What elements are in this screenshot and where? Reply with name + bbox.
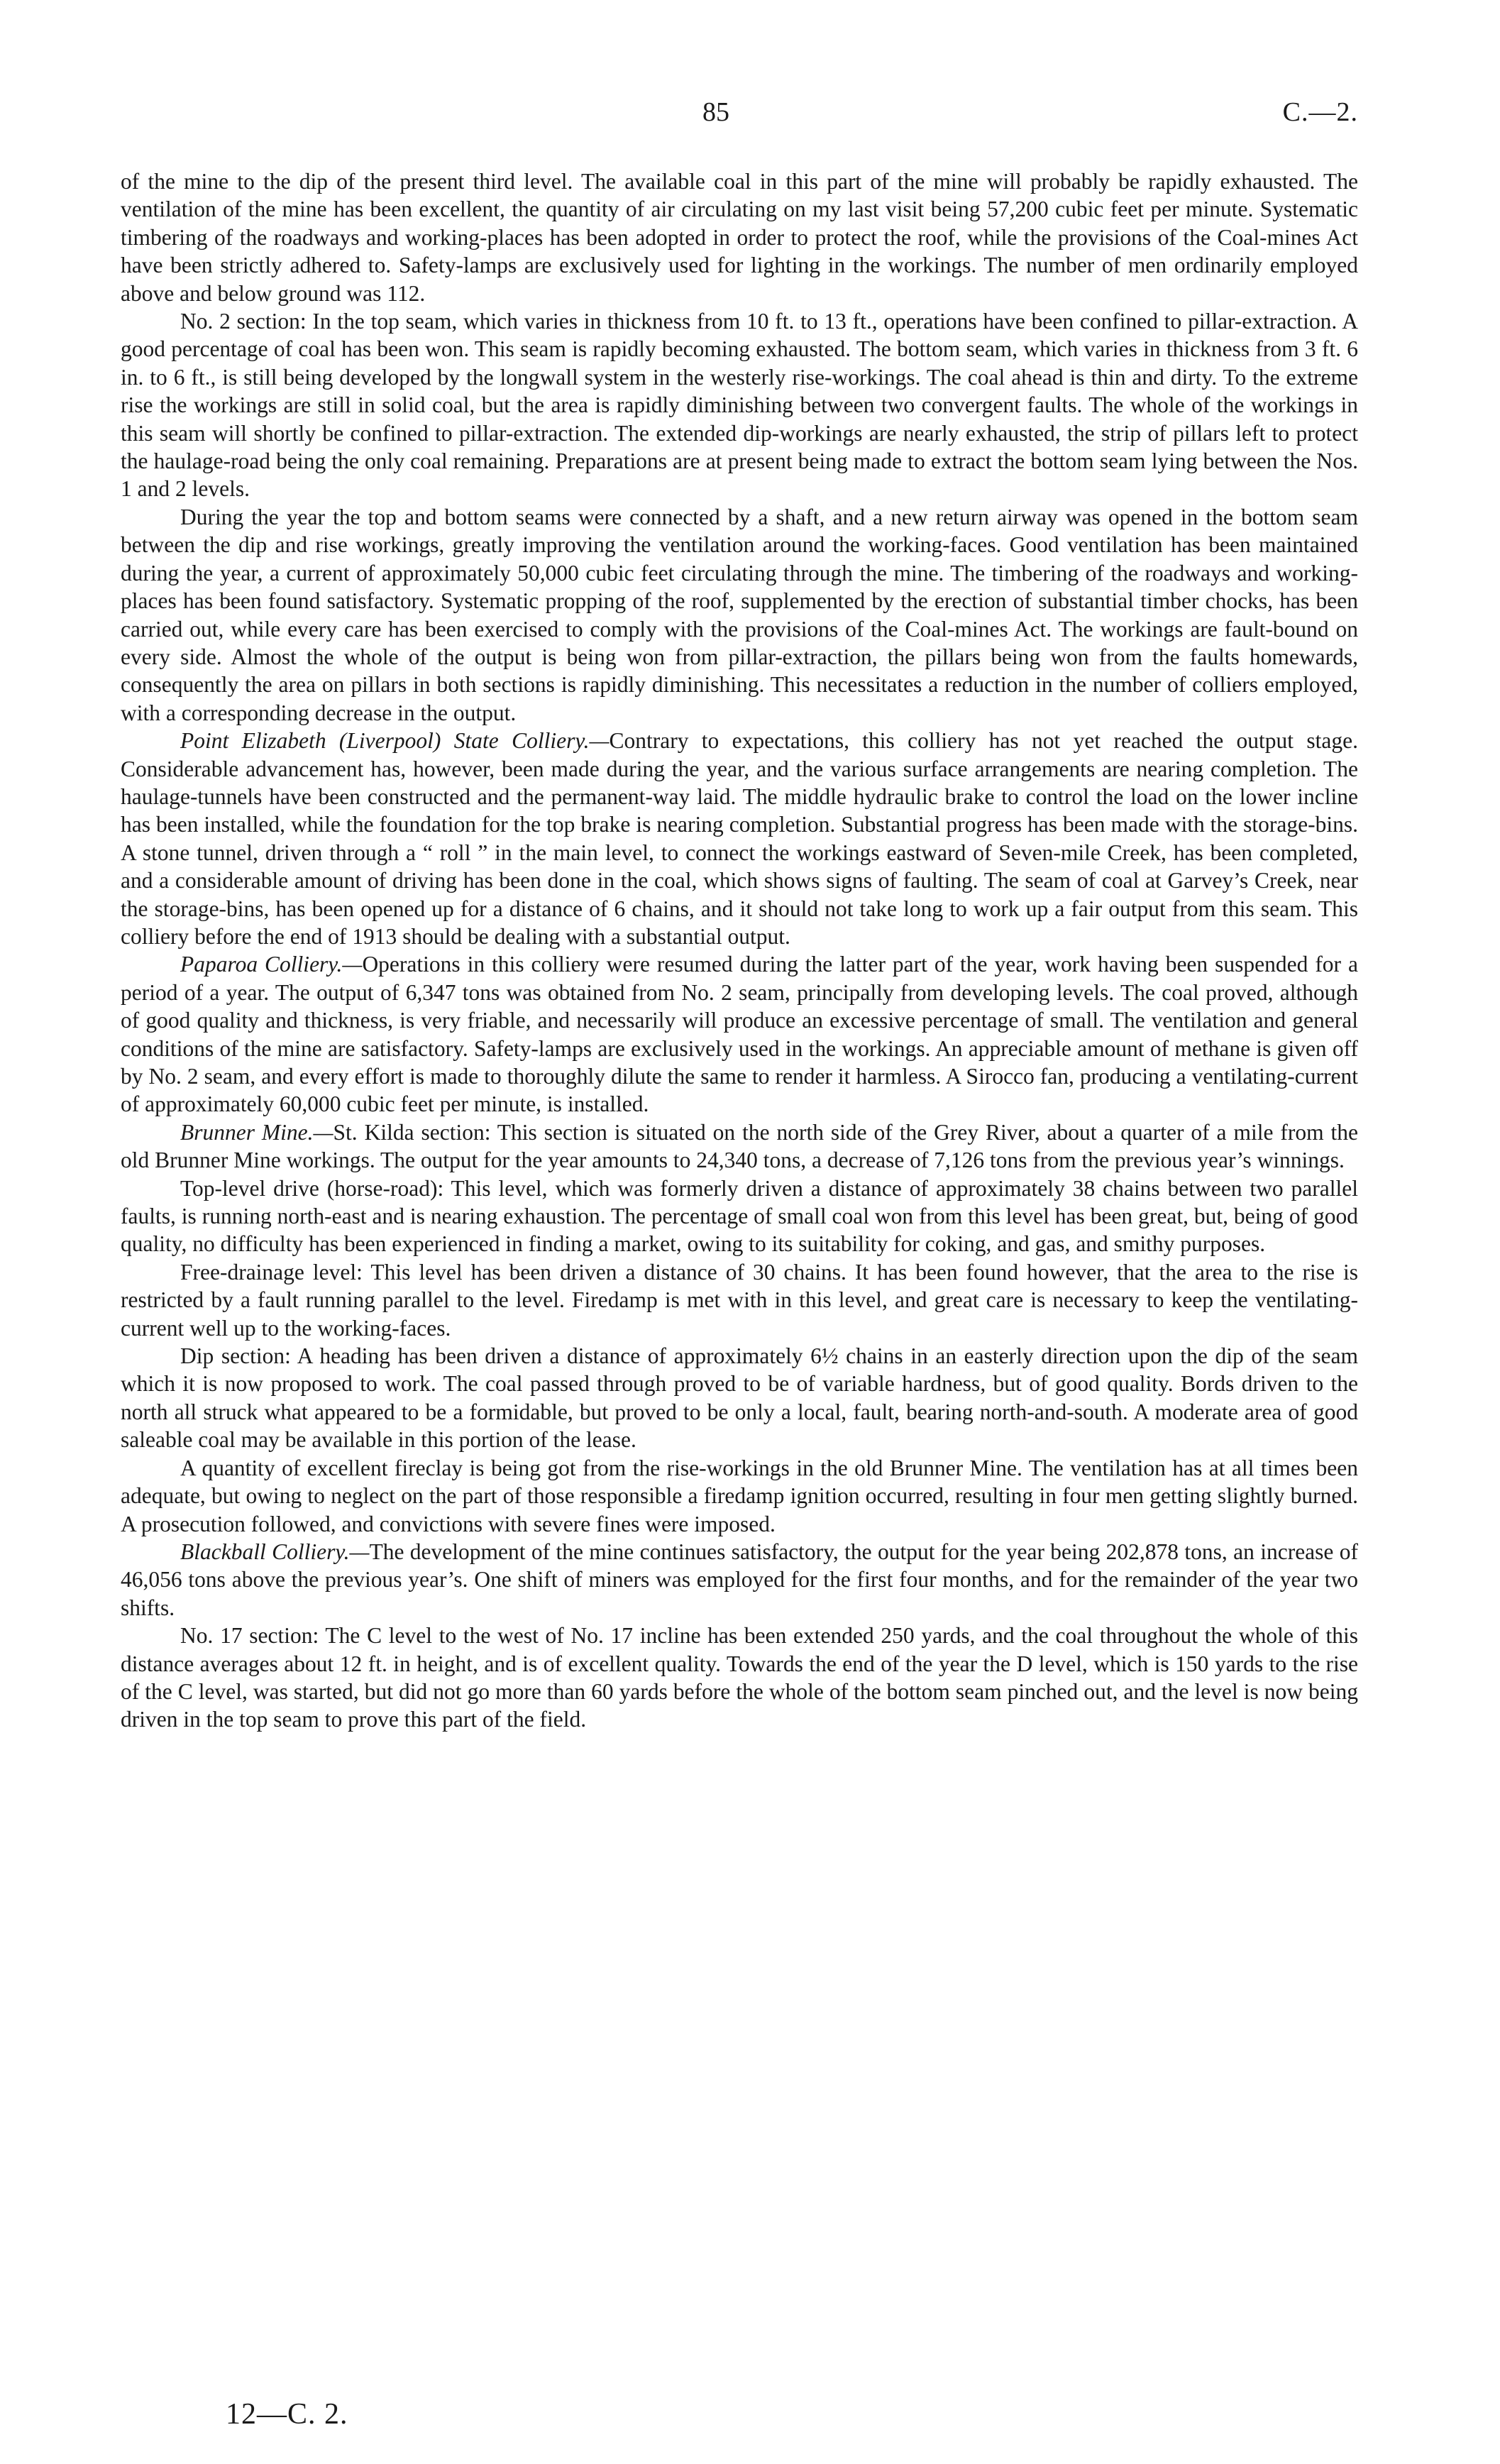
paragraph [121,950,1358,1118]
paragraph [121,503,1358,727]
paragraph-text: Free-drainage level: This level has been driven a distance of 30 chains. It has been found however, that the area to the rise is restricted by a fault running parallel to the level. Firedamp is met with in this level, and great care is necessary to keep the ventilating-current well up to the working-faces. [121,1259,1358,1341]
paragraph [121,1258,1358,1342]
page-header [121,97,1358,139]
paragraph-text: During the year the top and bottom seams were connected by a shaft, and a new return airway was opened in the bottom seam between the dip and rise workings, greatly improving the ventilation around the working-faces. Good ventilation has been maintained during the year, a current of approximately 50,000 cubic feet circulating through the mine. The timbering of the roadways and working-places has been found satisfactory. Systematic propping of the roof, supplemented by the erection of substantial timber chocks, has been carried out, while every care has been exercised to comply with the provisions of the Coal-mines Act. The workings are fault-bound on every side. Almost the whole of the output is being won from pillar-extraction, the pillars being won from the faults homewards, consequently the area on pillars in both sections is rapidly diminishing. This necessitates a reduction in the number of colliers employed, with a corresponding decrease in the output. [121,504,1358,725]
paragraph-text: of the mine to the dip of the present third level. The available coal in this part of the mine will probably be rapidly exhausted. The ventilation of the mine has been excellent, the quantity of air circulating on my last visit being 57,200 cubic feet per minute. Systematic timbering of the roadways and working-places has been adopted in order to protect the roof, while the provisions of the Coal-mines Act have been strictly adhered to. Safety-lamps are exclusively used for lighting in the workings. The number of men ordinarily employed above and below ground was 112. [121,169,1358,306]
paragraph-text: Top-level drive (horse-road): This level, which was formerly driven a distance of approximately 38 chains between two parallel faults, is running north-east and is nearing exhaustion. The percentage of small coal won from this level has been great, but, being of good quality, no difficulty has been experienced in finding a market, owing to its suitability for coking, and gas, and smithy purposes. [121,1175,1358,1257]
paragraph-text: Contrary to expectations, this colliery has not yet reached the output stage. Considerable advancement has, however, been made during the year, and the various surface arrangements are nearing completion. The haulage-tunnels have been constructed and the permanent-way laid. The middle hydraulic brake to control the load on the lower incline has been installed, while the foundation for the top brake is nearing completion. Substantial progress has been made with the storage-bins. A stone tunnel, driven through a “ roll ” in the main level, to connect the workings eastward of Seven-mile Creek, has been completed, and a considerable amount of driving has been done in the coal, which shows signs of faulting. The seam of coal at Garvey’s Creek, near the storage-bins, has been opened up for a distance of 6 chains, and it should not take long to work up a fair output from this seam. This colliery before the end of 1913 should be dealing with a substantial output. [121,728,1359,949]
paragraph [121,1342,1358,1454]
document-code: C.—2. [1282,97,1358,127]
paragraph-text: No. 2 section: In the top seam, which varies in thickness from 10 ft. to 13 ft., operations have been confined to pillar-extraction. A good percentage of coal has been won. This seam is rapidly becoming exhausted. The bottom seam, which varies in thickness from 3 ft. 6 in. to 6 ft., is still being developed by the longwall system in the westerly rise-workings. The coal ahead is thin and dirty. To the extreme rise the workings are still in solid coal, but the area is rapidly diminishing between two convergent faults. The whole of the workings in this seam will shortly be confined to pillar-extraction. The extended dip-workings are nearly exhausted, the strip of pillars left to protect the haulage-road being the only coal remaining. Preparations are at present being made to extract the bottom seam lying between the Nos. 1 and 2 levels. [121,309,1358,502]
section-heading: Paparoa Colliery.— [180,952,363,977]
paragraph [121,1175,1358,1258]
paragraph-text: No. 17 section: The C level to the west of No. 17 incline has been extended 250 yards, and the coal throughout the whole of this distance averages about 12 ft. in height, and is of excellent quality. Towards the end of the year the D level, which is 150 yards to the rise of the C level, was started, but did not go more than 60 yards before the whole of the bottom seam pinched out, and the level is now being driven in the top seam to prove this part of the field. [121,1623,1358,1732]
paragraph [121,1118,1358,1175]
body-text [121,167,1358,1734]
paragraph-text: Dip section: A heading has been driven a distance of approximately 6½ chains in an easterly direction upon the dip of the seam which it is now proposed to work. The coal passed through proved to be of variable hardness, but of good quality. Bords driven to the north all struck what appeared to be a formidable, but proved to be only a local, fault, bearing north-and-south. A moderate area of good saleable coal may be available in this portion of the lease. [121,1343,1358,1453]
paragraph-text: Operations in this colliery were resumed during the latter part of the year, work having been suspended for a period of a year. The output of 6,347 tons was obtained from No. 2 seam, principally from developing levels. The coal proved, although of good quality and thickness, is very friable, and necessarily will produce an excessive percentage of small. The ventilation and general conditions of the mine are satisfactory. Safety-lamps are exclusively used in the workings. An appreciable amount of methane is given off by No. 2 seam, and every effort is made to thoroughly dilute the same to render it harmless. A Sirocco fan, producing a ventilating-current of approximately 60,000 cubic feet per minute, is installed. [121,952,1358,1117]
paragraph [121,1538,1358,1622]
section-heading: Point Elizabeth (Liverpool) State Colliery.— [180,728,610,754]
paragraph-text: St. Kilda section: This section is situated on the north side of the Grey River, about a quarter of a mile from the old Brunner Mine workings. The output for the year amounts to 24,340 tons, a decrease of 7,126 tons from the previous year’s winnings. [121,1119,1358,1173]
paragraph [121,727,1358,950]
section-heading: Blackball Colliery.— [180,1539,370,1564]
paragraph [121,307,1358,503]
paragraph [121,1454,1358,1538]
page-number: 85 [702,97,729,127]
paragraph [121,167,1358,307]
paragraph-text: The development of the mine continues satisfactory, the output for the year being 202,878 tons, an increase of 46,056 tons above the previous year’s. One shift of miners was employed for the first four months, and for the remainder of the year two shifts. [121,1539,1358,1620]
paragraph [121,1622,1358,1734]
signature-mark: 12—C. 2. [226,2398,348,2431]
section-heading: Brunner Mine.— [180,1119,333,1145]
paragraph-text: A quantity of excellent fireclay is being got from the rise-workings in the old Brunner Mine. The ventilation has at all times been adequate, but owing to neglect on the part of those responsible a firedamp ignition occurred, resulting in four men getting slightly burned. A prosecution followed, and convictions with severe fines were imposed. [121,1455,1358,1536]
